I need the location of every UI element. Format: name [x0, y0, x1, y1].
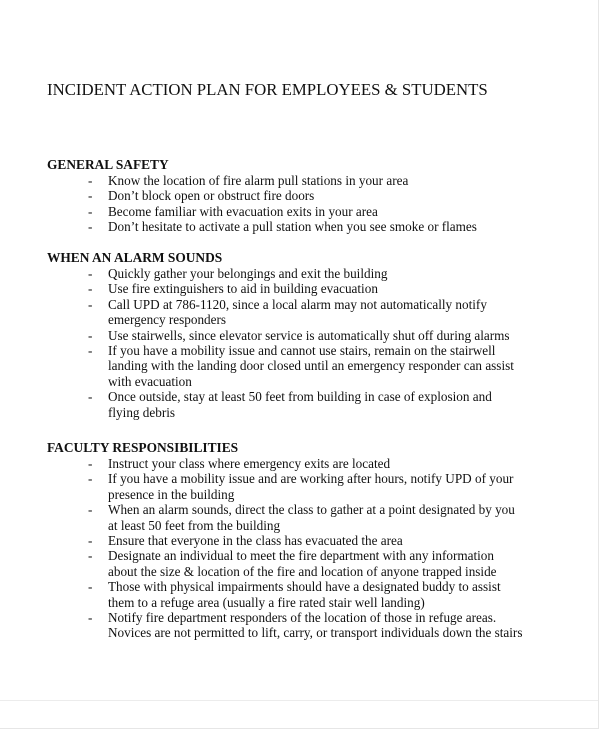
list-item — [47, 266, 567, 281]
bullet-dash: - — [88, 456, 93, 471]
list-item-text: Those with physical impairments should have a designated buddy to assist — [108, 579, 501, 595]
bullet-dash: - — [88, 188, 93, 204]
list-item-text: with evacuation — [108, 373, 192, 389]
list-item-text: about the size & location of the fire and location of anyone trapped inside — [108, 563, 497, 579]
list-item-text: presence in the building — [108, 486, 235, 502]
list-item — [47, 548, 567, 579]
bullet-list — [47, 456, 567, 641]
bullet-dash: - — [88, 219, 93, 235]
list-item-text: Become familiar with evacuation exits in your area — [108, 203, 378, 219]
list-item-text: Use fire extinguishers to aid in building evacuation — [108, 281, 378, 297]
list-item — [47, 579, 567, 610]
list-item-text: Don’t block open or obstruct fire doors — [108, 188, 315, 204]
bullet-dash: - — [88, 502, 93, 518]
section-general-safety — [47, 157, 567, 235]
list-item-text: Once outside, stay at least 50 feet from building in case of explosion and — [108, 389, 492, 405]
section-heading: GENERAL SAFETY — [47, 157, 169, 172]
bullet-dash: - — [88, 389, 93, 405]
bullet-list — [47, 173, 567, 235]
section-faculty-responsibilities — [47, 440, 567, 641]
list-item-text: If you have a mobility issue and cannot use stairs, remain on the stairwell — [108, 343, 496, 359]
list-item-text: landing with the landing door closed until an emergency responder can assist — [108, 358, 514, 374]
bullet-dash: - — [88, 343, 93, 359]
bullet-dash: - — [88, 281, 93, 297]
list-item — [47, 297, 567, 328]
list-item — [47, 533, 567, 548]
bullet-dash: - — [88, 296, 93, 312]
bullet-dash: - — [88, 533, 93, 549]
list-item — [47, 502, 567, 533]
bullet-dash: - — [88, 327, 93, 343]
list-item-text: Know the location of fire alarm pull stations in your area — [108, 173, 409, 188]
list-item-text: them to a refuge area (usually a fire rated stair well landing) — [108, 594, 425, 610]
bullet-dash: - — [88, 579, 93, 595]
list-item-text: Instruct your class where emergency exits are located — [108, 456, 391, 471]
list-item — [47, 173, 567, 188]
list-item — [47, 188, 567, 203]
list-item-text: Call UPD at 786-1120, since a local alarm may not automatically notify — [108, 296, 487, 312]
list-item-text: Use stairwells, since elevator service is automatically shut off during alarms — [108, 327, 510, 343]
bullet-list — [47, 266, 567, 420]
list-item-text: Quickly gather your belongings and exit the building — [108, 266, 388, 281]
bullet-dash: - — [88, 610, 93, 626]
list-item-text: Don’t hesitate to activate a pull station when you see smoke or flames — [108, 219, 477, 235]
list-item — [47, 610, 567, 641]
list-item-text: at least 50 feet from the building — [108, 517, 281, 533]
bullet-dash: - — [88, 548, 93, 564]
bullet-dash: - — [88, 173, 93, 188]
list-item — [47, 204, 567, 219]
list-item — [47, 343, 567, 389]
section-when-an-alarm-sounds — [47, 250, 567, 420]
list-item-text: Novices are not permitted to lift, carry, or transport individuals down the stairs — [108, 625, 523, 641]
bullet-dash: - — [88, 471, 93, 487]
list-item — [47, 328, 567, 343]
list-item — [47, 281, 567, 296]
list-item-text: flying debris — [108, 404, 176, 420]
bullet-dash: - — [88, 266, 93, 281]
list-item-text: Designate an individual to meet the fire department with any information — [108, 548, 494, 564]
list-item-text: Notify fire department responders of the location of those in refuge areas. — [108, 610, 497, 626]
list-item — [47, 389, 567, 420]
list-item-text: emergency responders — [108, 312, 227, 328]
list-item-text: If you have a mobility issue and are working after hours, notify UPD of your — [108, 471, 514, 487]
list-item-text: When an alarm sounds, direct the class to gather at a point designated by you — [108, 502, 515, 518]
section-heading: FACULTY RESPONSIBILITIES — [47, 440, 239, 455]
list-item-text: Ensure that everyone in the class has evacuated the area — [108, 533, 403, 549]
list-item — [47, 471, 567, 502]
bullet-dash: - — [88, 203, 93, 219]
document-title: INCIDENT ACTION PLAN FOR EMPLOYEES & STUDENTS — [47, 80, 488, 99]
list-item — [47, 219, 567, 234]
section-heading: WHEN AN ALARM SOUNDS — [47, 250, 223, 265]
list-item — [47, 456, 567, 471]
